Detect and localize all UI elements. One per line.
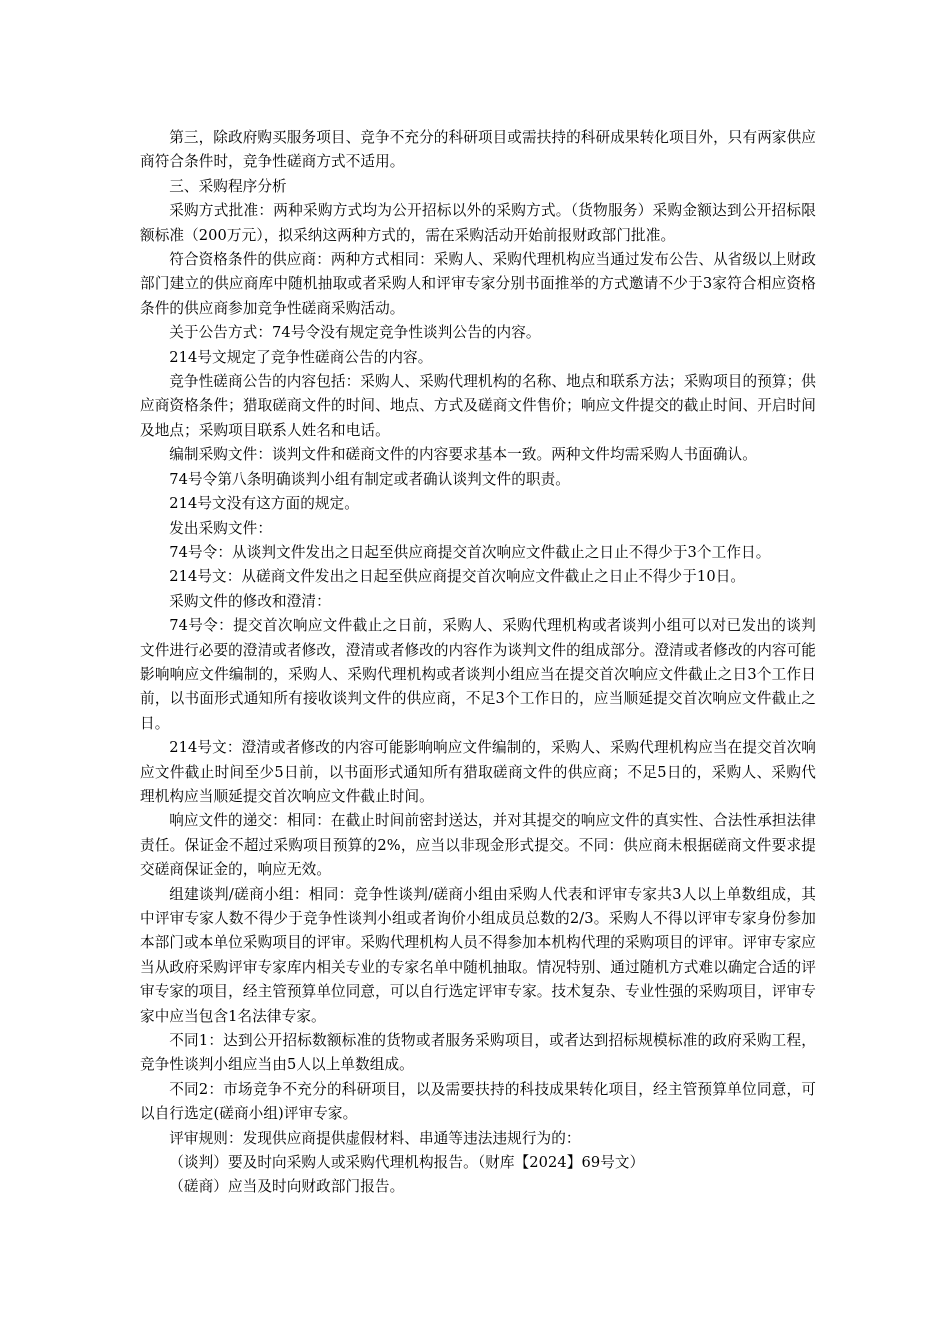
paragraph: 74号令：从谈判文件发出之日起至供应商提交首次响应文件截止之日止不得少于3个工作日。 [169,543,771,561]
paragraph: 评审规则：发现供应商提供虚假材料、串通等违法违规行为的： [169,1129,581,1147]
paragraph: 214号文：澄清或者修改的内容可能影响响应文件编制的，采购人、采购代理机构应当在提交首次响应文件截止时间至少5日前，以书面形式通知所有猎取磋商文件的供应商；不足5日的，采购人、采购代理机构应当顺延提交首次响应文件截止时间。 [140,739,816,805]
paragraph: 符合资格条件的供应商：两种方式相同：采购人、采购代理机构应当通过发布公告、从省级以上财政部门建立的供应商库中随机抽取或者采购人和评审专家分别书面推举的方式邀请不少于3家符合相应资格条件的供应商参加竞争性磋商采购活动。 [140,251,816,317]
paragraph: （磋商）应当及时向财政部门报告。 [169,1178,405,1196]
paragraph: 214号文规定了竞争性磋商公告的内容。 [169,348,433,366]
paragraph: 关于公告方式：74号令没有规定竞争性谈判公告的内容。 [169,324,541,342]
paragraph: 214号文没有这方面的规定。 [169,495,359,513]
paragraph: 采购文件的修改和澄清： [169,592,331,610]
section-heading: 三、采购程序分析 [169,177,287,195]
paragraph: 组建谈判/磋商小组：相同：竞争性谈判/磋商小组由采购人代表和评审专家共3人以上单数组成，其中评审专家人数不得少于竞争性谈判小组或者询价小组成员总数的2/3。采购人不得以评审专家身份参加本部门或本单位采购项目的评审。采购代理机构人员不得参加本机构代理的采购项目的评审。评审专家应当从政府采购评审专家库内相关专业的专家名单中随机抽取。情况特别、通过随机方式难以确定合适的评审专家的项目，经主管预算单位同意，可以自行选定评审专家。技术复杂、专业性强的采购项目，评审专家中应当包含1名法律专家。 [140,885,816,1025]
paragraph: 响应文件的递交：相同：在截止时间前密封送达，并对其提交的响应文件的真实性、合法性承担法律责任。保证金不超过采购项目预算的2%，应当以非现金形式提交。不同：供应商未根据磋商文件要求提交磋商保证金的，响应无效。 [140,812,816,879]
paragraph: 第三，除政府购买服务项目、竞争不充分的科研项目或需扶持的科研成果转化项目外，只有两家供应商符合条件时，竞争性磋商方式不适用。 [140,129,816,171]
paragraph: 不同2：市场竞争不充分的科研项目，以及需要扶持的科技成果转化项目，经主管预算单位同意，可以自行选定(磋商小组)评审专家。 [140,1080,816,1123]
paragraph: 74号令第八条明确谈判小组有制定或者确认谈判文件的职责。 [169,470,570,488]
paragraph: 编制采购文件：谈判文件和磋商文件的内容要求基本一致。两种文件均需采购人书面确认。 [169,446,757,464]
paragraph: 214号文：从磋商文件发出之日起至供应商提交首次响应文件截止之日止不得少于10日。 [169,568,746,586]
paragraph: 不同1：达到公开招标数额标准的货物或者服务采购项目，或者达到招标规模标准的政府采购工程，竞争性谈判小组应当由5人以上单数组成。 [140,1032,816,1074]
paragraph: 74号令：提交首次响应文件截止之日前，采购人、采购代理机构或者谈判小组可以对已发出的谈判文件进行必要的澄清或者修改，澄清或者修改的内容作为谈判文件的组成部分。澄清或者修改的内容可能影响响应文件编制的，采购人、采购代理机构或者谈判小组应当在提交首次响应文件截止之日3个工作日前，以书面形式通知所有接收谈判文件的供应商，不足3个工作日的，应当顺延提交首次响应文件截止之日。 [140,617,816,732]
paragraph: 采购方式批准：两种采购方式均为公开招标以外的采购方式。（货物服务）采购金额达到公开招标限额标准（200万元），拟采纳这两种方式的，需在采购活动开始前报财政部门批准。 [140,202,816,244]
paragraph: 发出采购文件： [169,519,273,537]
paragraph: （谈判）要及时向采购人或采购代理机构报告。（财库【2024】69号文） [169,1154,645,1172]
document-body [140,126,816,1200]
paragraph: 竞争性磋商公告的内容包括：采购人、采购代理机构的名称、地点和联系方法；采购项目的预算；供应商资格条件；猎取磋商文件的时间、地点、方式及磋商文件售价；响应文件提交的截止时间、开启时间及地点；采购项目联系人姓名和电话。 [140,373,816,439]
